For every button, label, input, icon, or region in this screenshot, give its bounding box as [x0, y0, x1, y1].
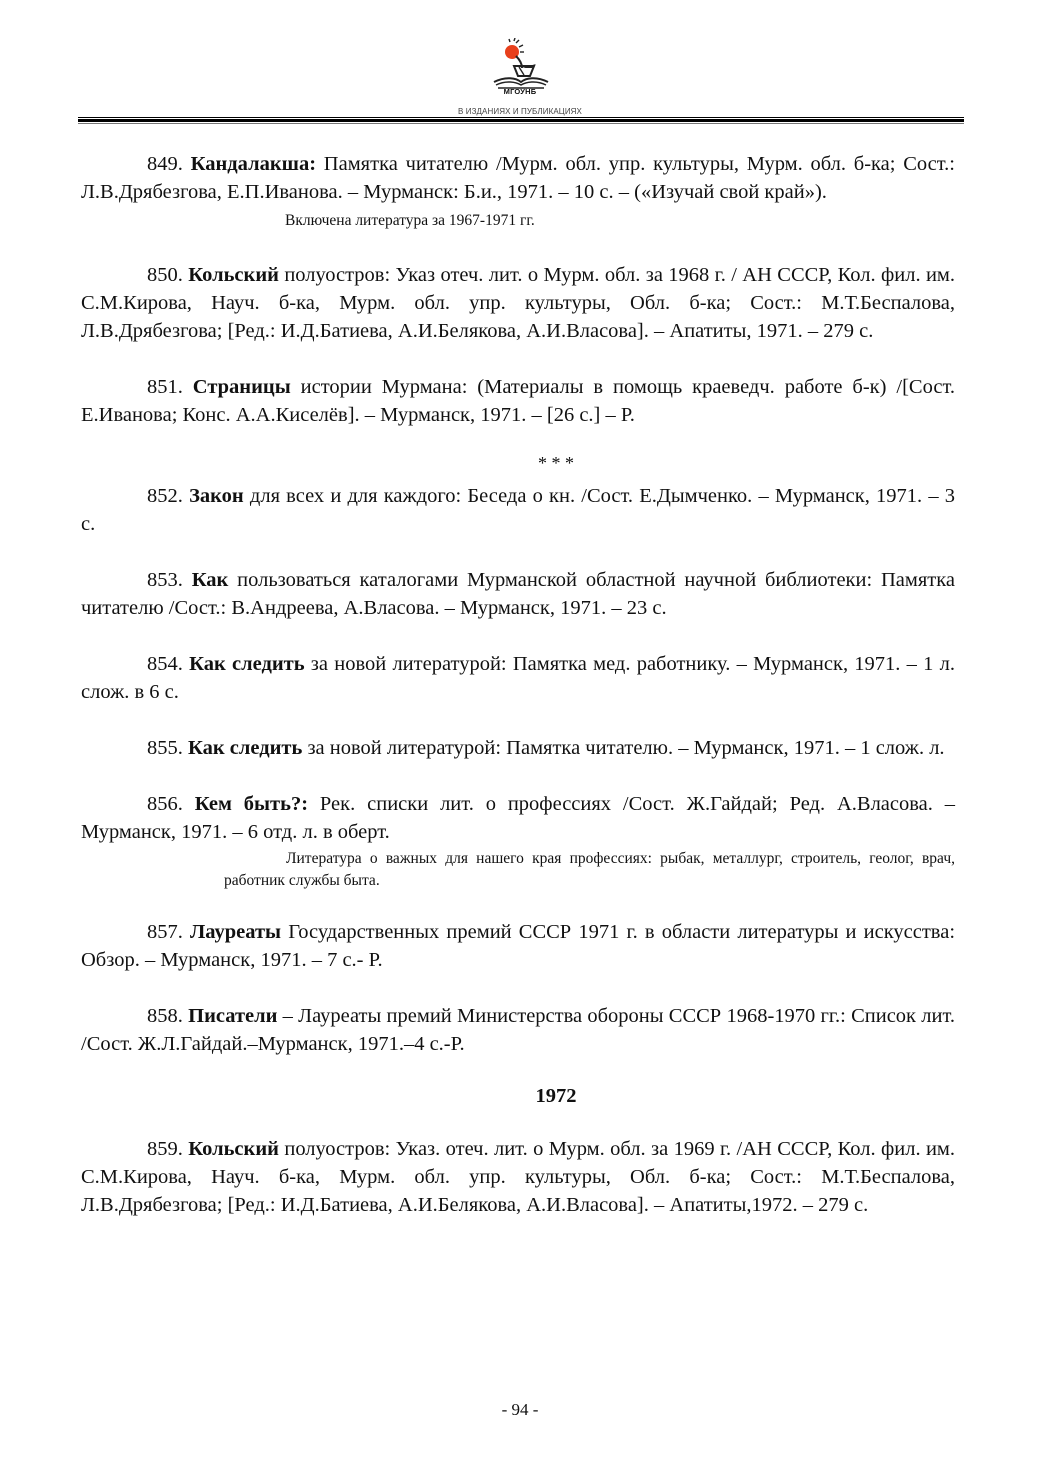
- year-heading: 1972: [535, 1085, 577, 1107]
- entry-853: [81, 566, 955, 622]
- entry-852: [81, 482, 955, 538]
- entry-text: для всех и для каждого: Беседа о кн. /Сост. Е.Дымченко. – Мурманск, 1971. – 3 с.: [81, 485, 956, 535]
- library-logo-icon: [486, 38, 556, 90]
- entry-annotation: Литература о важных для нашего края профессиях: рыбак, металлург, строитель, геолог, врач, работник службы быта.: [224, 850, 955, 889]
- entry-title: Как: [191, 569, 229, 591]
- header-rule-bottom: [78, 123, 964, 124]
- entry-title: Лауреаты: [190, 921, 282, 943]
- entry-title: Писатели: [188, 1005, 278, 1027]
- entry-number: 852.: [147, 485, 183, 507]
- entry-title: Как следить: [189, 653, 305, 675]
- entry-number: 859.: [147, 1138, 183, 1160]
- document-body: [81, 150, 955, 1219]
- entry-number: 855.: [147, 737, 183, 759]
- entry-title: Страницы: [192, 376, 291, 398]
- entry-849: [81, 150, 955, 206]
- entry-859: [81, 1135, 955, 1219]
- entry-title: Кандалакша:: [190, 153, 317, 175]
- entry-text: за новой литературой: Памятка читателю. – Мурманск, 1971. – 1 слож. л.: [302, 737, 945, 759]
- entry-text: полуостров: Указ. отеч. лит. о Мурм. обл. за 1969 г. /АН СССР, Кол. фил. им. С.М.Кирова, Науч. б-ка, Мурм. обл. упр. культуры, Обл. б-ка; Сост.: М.Т.Беспалова, Л.В.Дрябезгова; [Ред.: И.Д.Батиева, А.И.Белякова, А.И.Власова]. – Апатиты,1972. – 279 с.: [81, 1138, 956, 1216]
- entry-title: Кем быть?:: [194, 793, 309, 815]
- logo-text: МГОУНБ: [503, 87, 537, 96]
- page-number: - 94 -: [501, 1400, 539, 1419]
- entry-text: Государственных премий СССР 1971 г. в области литературы и искусства: Обзор. – Мурманск, 1971. – 7 с.- Р.: [81, 921, 956, 971]
- entry-858: [81, 1002, 955, 1058]
- entry-title: Закон: [189, 485, 244, 507]
- entry-text: пользоваться каталогами Мурманской областной научной библиотеки: Памятка читателю /Сост.: В.Андреева, А.Власова. – Мурманск, 1971. – 23 с.: [81, 569, 955, 619]
- entry-855: [81, 734, 955, 762]
- entry-text: Рек. списки лит. о профессиях /Сост. Ж.Гайдай; Ред. А.Власова. – Мурманск, 1971. – 6 отд. л. в оберт.: [81, 793, 956, 843]
- entry-number: 856.: [147, 793, 183, 815]
- entry-number: 850.: [147, 264, 183, 286]
- entry-854: [81, 650, 955, 706]
- entry-annotation: Включена литература за 1967-1971 гг.: [285, 212, 535, 229]
- entry-number: 851.: [147, 376, 183, 398]
- entry-857: [81, 918, 955, 974]
- entry-850: [81, 261, 955, 345]
- entry-text: за новой литературой: Памятка мед. работнику. – Мурманск, 1971. – 1 л. слож. в 6 с.: [81, 653, 956, 703]
- entry-text: Памятка читателю /Мурм. обл. упр. культуры, Мурм. обл. б-ка; Сост.: Л.В.Дрябезгова, Е.П.Иванова. – Мурманск: Б.и., 1971. – 10 с. – («Изучай свой край»).: [81, 153, 956, 203]
- entry-851: [81, 373, 955, 429]
- header-rule-thick: [78, 119, 964, 122]
- entry-856: [81, 790, 955, 846]
- header-caption: В ИЗДАНИЯХ И ПУБЛИКАЦИЯХ: [458, 107, 582, 116]
- entry-number: 858.: [147, 1005, 183, 1027]
- entry-number: 853.: [147, 569, 183, 591]
- section-separator: * * *: [538, 453, 574, 473]
- page-header: [0, 0, 1040, 125]
- entry-number: 854.: [147, 653, 183, 675]
- entry-title: Как следить: [188, 737, 303, 759]
- entry-text: – Лауреаты премий Министерства обороны СССР 1968-1970 гг.: Список лит. /Сост. Ж.Л.Гайдай.–Мурманск, 1971.–4 с.-Р.: [81, 1005, 956, 1055]
- entry-title: Кольский: [188, 264, 279, 286]
- entry-title: Кольский: [188, 1138, 279, 1160]
- header-rule-top: [78, 117, 964, 118]
- entry-text: полуостров: Указ отеч. лит. о Мурм. обл. за 1968 г. / АН СССР, Кол. фил. им. С.М.Кирова, Науч. б-ка, Мурм. обл. упр. культуры, Обл. б-ка; Сост.: М.Т.Беспалова, Л.В.Дрябезгова; [Ред.: И.Д.Батиева, А.И.Белякова, А.И.Власова]. – Апатиты, 1971. – 279 с.: [81, 264, 956, 342]
- entry-text: истории Мурмана: (Материалы в помощь краеведч. работе б-к) /[Сост. Е.Иванова; Конс. А.А.Киселёв]. – Мурманск, 1971. – [26 с.] – Р.: [81, 376, 955, 426]
- entry-number: 849.: [147, 153, 183, 175]
- entry-number: 857.: [147, 921, 183, 943]
